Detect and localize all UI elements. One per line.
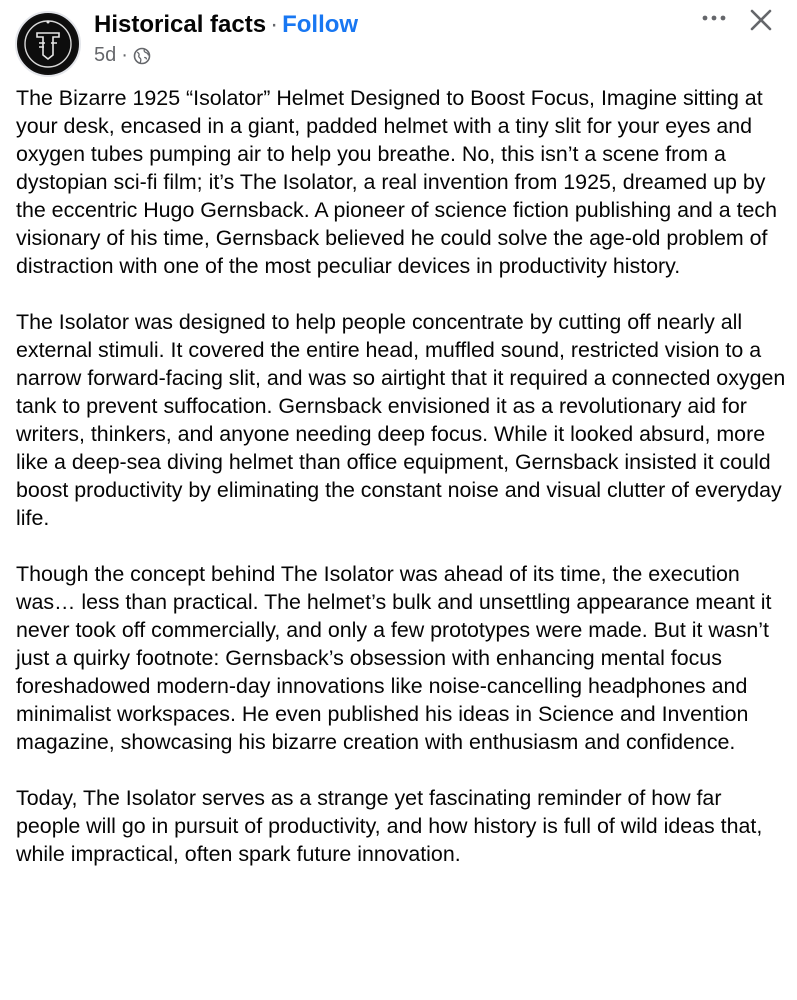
- post-paragraph-1: The Bizarre 1925 “Isolator” Helmet Designed to Boost Focus, Imagine sitting at your desk, encased in a giant, padded helmet with a tiny slit for your eyes and oxygen tubes pumping air to help you breathe. No, this isn’t a scene from a dystopian sci-fi film; it’s The Isolator, a real invention from 1925, dreamed up by the eccentric Hugo Gernsback. A pioneer of science fiction publishing and a tech visionary of his time, Gernsback believed he could solve the age-old problem of distraction with one of the most peculiar devices in productivity history.: [16, 86, 778, 278]
- name-line: [94, 10, 358, 40]
- post-paragraph-3: Though the concept behind The Isolator was ahead of its time, the execution was… less than practical. The helmet’s bulk and unsettling appearance meant it never took off commercially, and only a few prototypes were made. But it wasn’t just a quirky footnote: Gernsback’s obsession with enhancing mental focus foreshadowed modern-day innovations like noise-cancelling headphones and minimalist workspaces. He even published his ideas in Science and Invention magazine, showcasing his bizarre creation with enthusiasm and confidence.: [16, 562, 772, 754]
- page-avatar[interactable]: [15, 11, 81, 77]
- page-name-link[interactable]: Historical facts: [94, 11, 267, 38]
- follow-button[interactable]: Follow: [282, 11, 359, 38]
- hf-logo-icon: [17, 13, 79, 75]
- name-separator: ·: [270, 11, 279, 38]
- post-text: [16, 84, 788, 868]
- meta-separator: ·: [121, 44, 128, 66]
- close-icon: [745, 6, 777, 38]
- globe-icon[interactable]: [133, 46, 151, 64]
- post-timestamp[interactable]: 5d: [94, 44, 117, 66]
- post-header: [12, 8, 785, 70]
- more-options-button[interactable]: [697, 8, 731, 38]
- more-horizontal-icon: [697, 8, 731, 38]
- close-button[interactable]: [745, 6, 777, 38]
- post-paragraph-2: The Isolator was designed to help people concentrate by cutting off nearly all external stimuli. It covered the entire head, muffled sound, restricted vision to a narrow forward-facing slit, and was so airtight that it required a connected oxygen tank to prevent suffocation. Gernsback envisioned it as a revolutionary aid for writers, thinkers, and anyone needing deep focus. While it looked absurd, more like a deep-sea diving helmet than office equipment, Gernsback insisted it could boost productivity by eliminating the constant noise and visual clutter of everyday life.: [16, 310, 786, 530]
- post-meta: [94, 42, 151, 68]
- post-paragraph-4: Today, The Isolator serves as a strange yet fascinating reminder of how far people will go in pursuit of productivity, and how history is full of wild ideas that, while impractical, often spark future innovation.: [16, 786, 763, 866]
